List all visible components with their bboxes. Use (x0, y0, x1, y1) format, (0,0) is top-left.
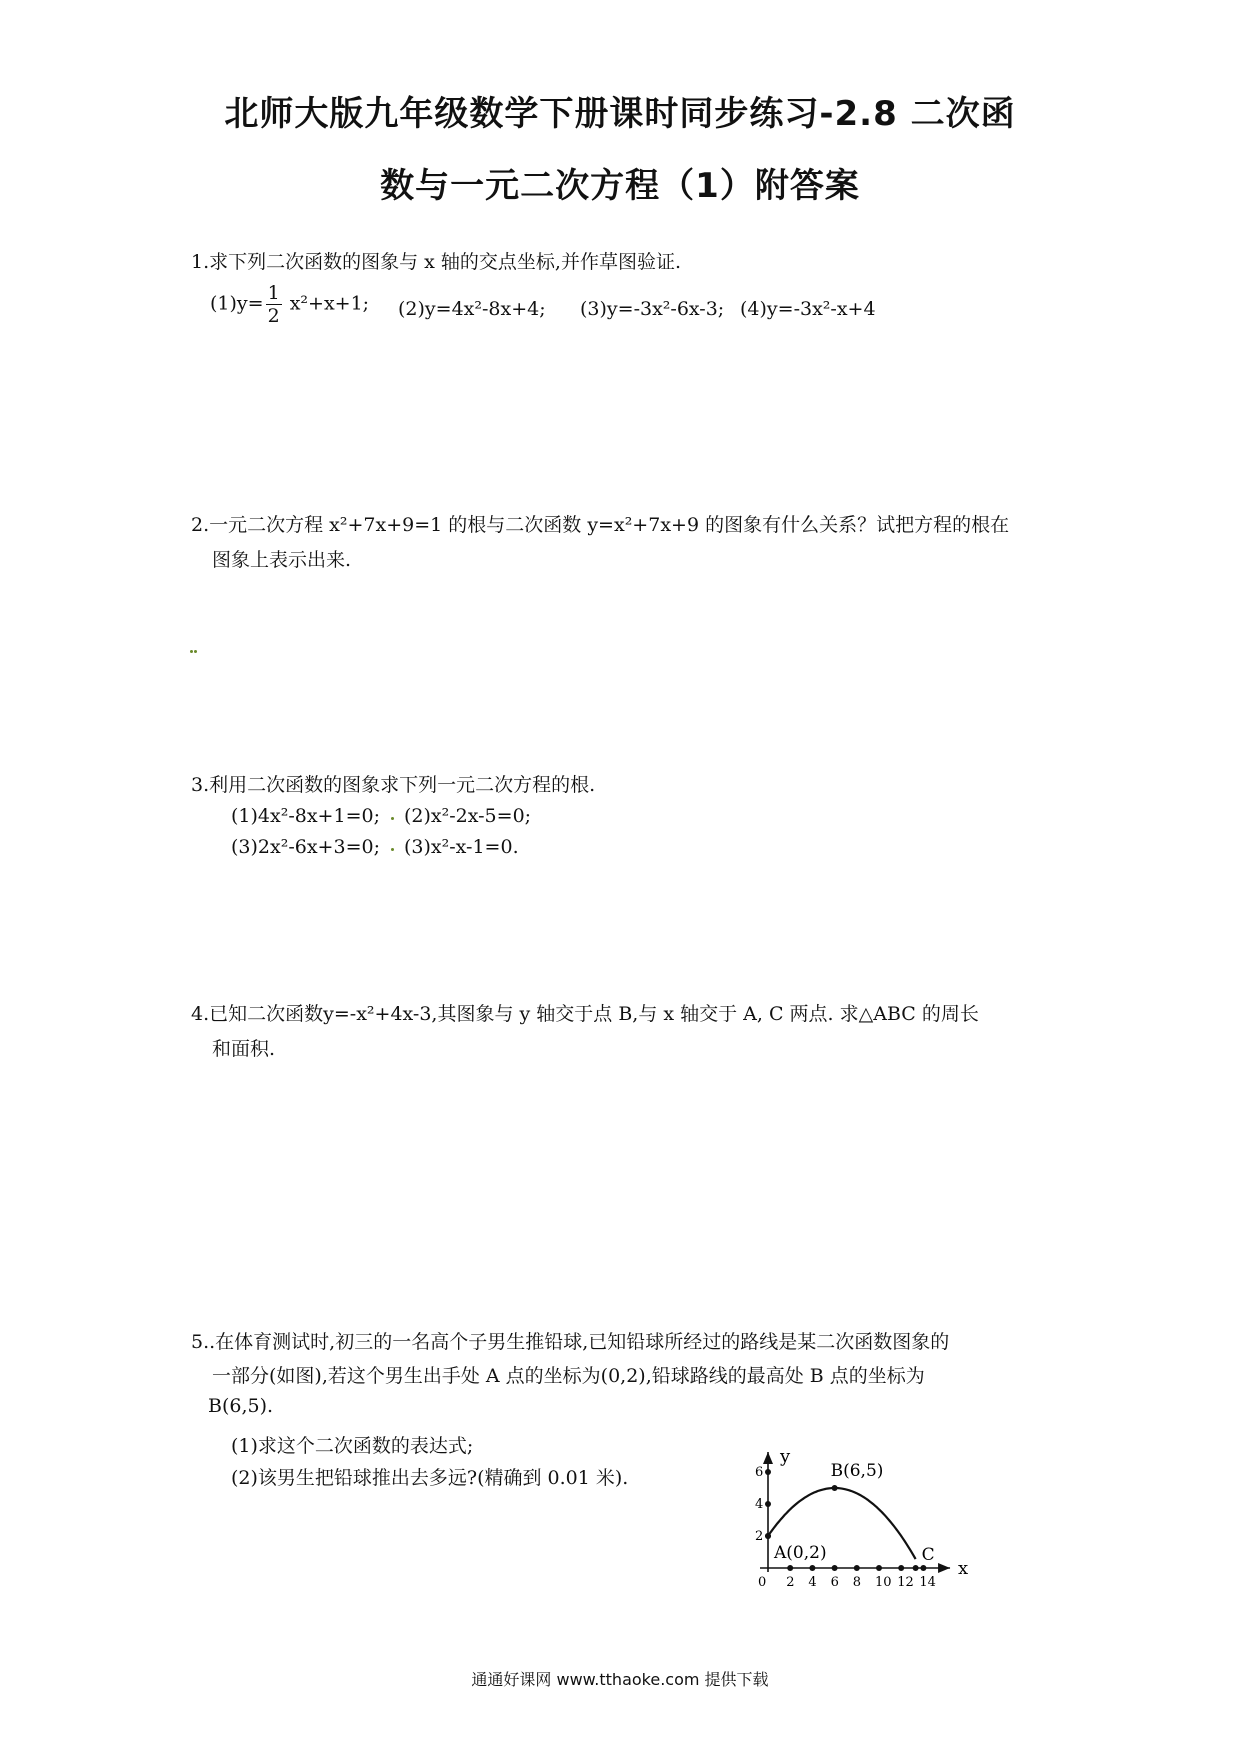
point-label: B(6,5) (830, 1461, 884, 1481)
q5-subquestion-2: (2)该男生把铅球推出去多远?(精确到 0.01 米). (231, 1467, 629, 1489)
x-tick-label: 8 (852, 1575, 862, 1590)
q3-part-1: (1)4x²-8x+1=0; (231, 805, 380, 827)
question-3-text: 3.利用二次函数的图象求下列一元二次方程的根. (191, 774, 596, 796)
question-4-line-1: 4.已知二次函数y=-x²+4x-3,其图象与 y 轴交于点 B,与 x 轴交于 A, C 两点. 求△ABC 的周长 (191, 1003, 979, 1025)
question-1-parts (210, 282, 369, 342)
q3-part-2: (2)x²-2x-5=0; (404, 805, 532, 827)
trajectory-chart (730, 1408, 1000, 1598)
chart-ticks (755, 1465, 936, 1590)
point-marker (765, 1533, 771, 1539)
question-4-line-2: 和面积. (212, 1038, 276, 1060)
question-5-line-2: 一部分(如图),若这个男生出手处 A 点的坐标为(0,2),铅球路线的最高处 B 点的坐标为 (212, 1365, 925, 1387)
fraction-numerator: 1 (267, 282, 280, 304)
stray-dot (194, 650, 197, 653)
question-5-line-3: B(6,5). (208, 1395, 274, 1417)
page-title-line-1: 北师大版九年级数学下册课时同步练习-2.8 二次函 (224, 94, 1016, 134)
q1-part-1-prefix: (1)y= (210, 292, 264, 315)
fraction-denominator: 2 (267, 305, 280, 327)
fraction-one-half (266, 282, 282, 327)
point-label: A(0,2) (774, 1543, 827, 1563)
stray-dot (391, 848, 394, 851)
question-2-line-1: 2.一元二次方程 x²+7x+9=1 的根与二次函数 y=x²+7x+9 的图象有什么关系？试把方程的根在 (191, 514, 1010, 536)
y-axis-arrow (763, 1452, 773, 1464)
question-2-line-2: 图象上表示出来. (212, 549, 352, 571)
q3-part-3: (3)2x²-6x+3=0; (231, 836, 380, 858)
q1-part-3: (3)y=-3x²-6x-3; (580, 298, 725, 320)
x-tick-dot (787, 1565, 793, 1571)
y-axis-label: y (780, 1446, 791, 1467)
x-tick-dot (832, 1565, 838, 1571)
page-title-line-2: 数与一元二次方程（1）附答案 (380, 166, 860, 206)
q3-part-4: (3)x²-x-1=0. (404, 836, 519, 858)
x-tick-dot (876, 1565, 882, 1571)
stray-dot (190, 650, 193, 653)
question-1-text: 1.求下列二次函数的图象与 x 轴的交点坐标,并作草图验证. (191, 251, 682, 273)
point-marker (832, 1485, 838, 1491)
x-tick-dot (809, 1565, 815, 1571)
y-tick-dot (765, 1501, 771, 1507)
x-tick-label: 0 (758, 1575, 767, 1590)
q1-part-4: (4)y=-3x²-x+4 (740, 298, 876, 320)
y-tick-label: 6 (755, 1465, 764, 1480)
x-axis-label: x (958, 1558, 969, 1579)
x-tick-label: 6 (830, 1575, 839, 1590)
q1-part-1-suffix: x²+x+1; (283, 292, 370, 315)
point-marker (913, 1565, 919, 1571)
chart-points (765, 1461, 935, 1571)
x-tick-label: 10 (875, 1575, 892, 1590)
q1-part-2: (2)y=4x²-8x+4; (398, 298, 546, 320)
x-tick-dot (898, 1565, 904, 1571)
x-tick-dot (920, 1565, 926, 1571)
x-tick-label: 14 (919, 1575, 936, 1590)
y-tick-dot (765, 1469, 771, 1475)
stray-dot (391, 817, 394, 820)
page-footer: 通通好课网 www.tthaoke.com 提供下载 (471, 1670, 769, 1689)
q5-subquestion-1: (1)求这个二次函数的表达式; (231, 1435, 474, 1457)
point-label: C (921, 1545, 935, 1565)
x-axis-arrow (938, 1563, 950, 1573)
y-tick-label: 2 (755, 1529, 764, 1544)
question-5-line-1: 5..在体育测试时,初三的一名高个子男生推铅球,已知铅球所经过的路线是某二次函数图象的 (191, 1331, 950, 1353)
x-tick-label: 4 (808, 1575, 817, 1590)
x-tick-label: 12 (897, 1575, 914, 1590)
y-tick-label: 4 (755, 1497, 764, 1512)
x-tick-dot (854, 1565, 860, 1571)
x-tick-label: 2 (786, 1575, 795, 1590)
